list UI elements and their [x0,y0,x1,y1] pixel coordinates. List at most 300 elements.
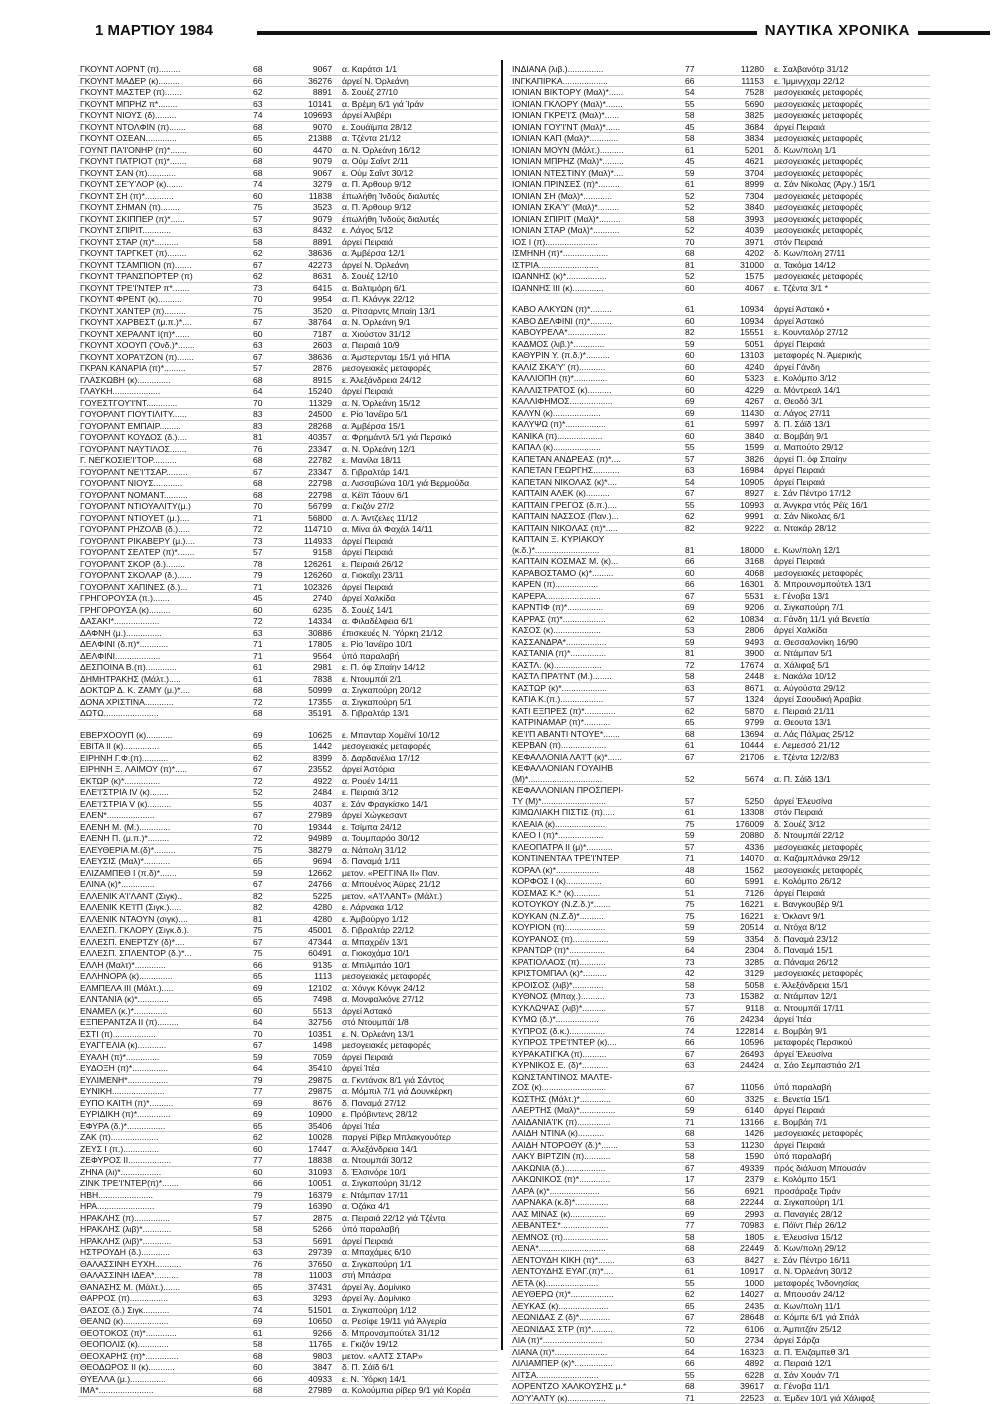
ship-name: ΕΛΛΕΝΙΚ ΚΕ'Ι'Π (Σιγκ.)..... [80,902,250,913]
ship-position: έπωλήθη Ίνδούς διαλυτές [342,214,502,225]
ship-name: ΛΑΣ ΜΙΝΑΣ (κ)............... [512,1209,682,1220]
ship-name: ΕΥΔΟΞΗ (π)*............... [80,1063,250,1074]
build-year: 77 [685,1220,703,1231]
ship-position: ε. Ούμ Σαΐντ 30/12 [342,168,502,179]
build-year: 52 [253,787,271,798]
ship-position: α. Λισσαβώνα 10/1 γιά Βερμούδα [342,478,502,489]
ship-name: ΖΑΚ (π).................... [80,1132,250,1143]
build-year: 73 [253,283,271,294]
build-year: 63 [685,1060,703,1071]
build-year: 70 [253,501,271,512]
ship-position: δ. Ντουμπάϊ 22/12 [774,830,934,841]
tonnage: 1562 [710,865,764,876]
ship-name: ΓΚΟΥΝΤ ΜΠΡΗΖ π*........ [80,99,250,110]
ship-row [78,455,498,467]
ship-row [78,994,498,1006]
ship-position: α. Ν. Όρλεάνη 15/12 [342,398,502,409]
ship-list-right-column [510,64,930,1404]
tonnage: 4240 [710,362,764,373]
tonnage: 114710 [278,524,332,535]
ship-name: ΚΑΠΤΑΙΝ ΝΙΚΟΛΑΣ (π)*..... [512,523,682,534]
ship-name: ΛΕΝΤΟΥΔΗΣ ΕΥΑΓ.(π)*.... [512,1266,682,1277]
build-year: 79 [253,570,271,581]
tonnage: 1113 [278,971,332,982]
tonnage: 176009 [710,819,764,830]
tonnage: 9694 [278,856,332,867]
ship-position: άργεί Πειραιά [342,1052,502,1063]
ship-row [78,1201,498,1213]
ship-row [510,488,930,500]
ship-position: δ. Κων/πολη 29/12 [774,1243,934,1254]
ship-position: α. Πειραιά 22/12 γιά Τζέντα [342,1213,502,1224]
ship-name: ΚΑΛΙΖ ΣΚΑ'Υ' (π)........... [512,362,682,373]
ship-row [78,1029,498,1041]
build-year: 52 [685,202,703,213]
tonnage: 3684 [710,122,764,133]
ship-row [510,1072,930,1094]
ship-position: άργεί Άστακό [774,316,934,327]
tonnage: 1805 [710,1232,764,1243]
ship-position: ε. Ρίο Ίανέϊρο 5/1 [342,409,502,420]
ship-position: α. Σιγκαπούρη 1/12 [342,1305,502,1316]
ship-position: α. Κέϊπ Τάουν 6/1 [342,490,502,501]
ship-name: ΔΟΝΑ ΧΡΙΣΤΙΝΑ............ [80,697,250,708]
tonnage: 10141 [278,99,332,110]
ship-name: ΗΡΑΚΛΗΣ (λιβ)*............ [80,1224,250,1235]
ship-name: ΕΥΝΙΚΗ...................... [80,1086,250,1097]
ship-list-left-column [78,64,498,1397]
ship-name: ΗΡΑΚΛΗΣ (λιβ)*............ [80,1236,250,1247]
ship-name: ΚΑΘΥΡΙΝ Υ. (π.δ.)*.......... [512,350,682,361]
build-year: 60 [253,1006,271,1017]
ship-name: ΙΟΝΙΑΝ ΚΑΠ (Μαλ)*............ [512,133,682,144]
ship-position: α. Ντακάρ 28/12 [774,523,934,534]
ship-row [510,373,930,385]
ship-row [510,327,930,339]
tonnage: 23347 [278,444,332,455]
build-year: 51 [685,888,703,899]
build-year: 63 [253,1247,271,1258]
ship-position: ε. Πειραιά 3/12 [342,787,502,798]
ship-row [78,398,498,410]
build-year: 79 [253,1201,271,1212]
ship-name: ΚΑΠΕΤΑΝ ΑΝΔΡΕΑΣ (π)*.... [512,454,682,465]
ship-name: ΓΟΥΟΡΛΝΤ ΣΕΛΤΕΡ (π)*....... [80,547,250,558]
build-year: 77 [253,1086,271,1097]
ship-position: άργεί Πειραιά [774,477,934,488]
ship-name: ΛΙΑΝΑ (π)*...................... [512,1347,682,1358]
ship-position: α. Πειραιά 10/9 [342,340,502,351]
ship-position: άργεί Χαλκίδα [774,625,934,636]
build-year: 60 [685,431,703,442]
ship-position: μεσογειακές μεταφορές [774,110,934,121]
ship-position: α. Σιγκαπούρη 5/1 [342,697,502,708]
ship-row [78,685,498,697]
ship-position: ύπό παραλαβή [342,651,502,662]
ship-position: άργεί Πειραιά [774,465,934,476]
ship-name: ΕΛΛΕΣΠ. ΣΠΛΕΝΤΟΡ (δ.)*... [80,948,250,959]
tonnage: 16984 [710,465,764,476]
ship-name: ΓΚΟΥΝΤ ΦΡΕΝΤ (κ).......... [80,294,250,305]
ship-position: παργεί Ρίβερ Μπλακγουότερ [342,1132,502,1143]
ship-position: α. Ντάμπαν 5/1 [774,648,934,659]
build-year: 58 [685,214,703,225]
ship-name: ΚΛΕΑΙΑ (κ)..................... [512,819,682,830]
ship-name: ΛΙΑ (π)*......................... [512,1335,682,1346]
build-year: 60 [685,385,703,396]
ship-position: α. Γένοβα 11/1 [774,1381,934,1392]
tonnage: 30886 [278,628,332,639]
tonnage: 5870 [710,706,764,717]
ship-position: α. Άμπιτζάν 25/12 [774,1324,934,1335]
ship-position: ε. Ίμμινγχαμ 22/12 [774,76,934,87]
ship-position: α. Μπιλμπάο 10/1 [342,960,502,971]
ship-row [78,1339,498,1351]
ship-position: άργεί Ίτέα [774,1014,934,1025]
build-year: 57 [253,214,271,225]
ship-row [78,490,498,502]
ship-name: ΔΗΜΗΤΡΑΚΗΣ (Μάλτ.)..... [80,674,250,685]
ship-name: ΓΟΥΟΡΛΝΤ ΝΙΟΥΣ............ [80,478,250,489]
ship-row [78,432,498,444]
ship-name: ΚΑΠΕΤΑΝ ΓΕΩΡΓΗΣ........... [512,465,682,476]
ship-position: α. Σιγκαπούρη 1/1 [774,1197,934,1208]
ship-row [510,568,930,580]
ship-row [78,1144,498,1156]
tonnage: 16323 [710,1347,764,1358]
ship-row [510,133,930,145]
build-year: 67 [253,810,271,821]
build-year: 65 [253,1121,271,1132]
ship-position: α. Μπαχάμες 6/10 [342,1247,502,1258]
build-year: 61 [685,304,703,315]
tonnage: 4202 [710,248,764,259]
ship-row [78,1293,498,1305]
build-year: 52 [685,191,703,202]
build-year: 73 [685,991,703,1002]
tonnage: 1442 [278,741,332,752]
tonnage: 10625 [278,730,332,741]
tonnage: 13166 [710,1117,764,1128]
ship-name: ΓΚΟΥΝΤ ΣΗ (π)*............ [80,191,250,202]
tonnage: 10900 [278,1109,332,1120]
ship-row [510,156,930,168]
ship-position: α. Χόνγκ Κόνγκ 24/12 [342,983,502,994]
tonnage: 15382 [710,991,764,1002]
tonnage: 9954 [278,294,332,305]
build-year: 72 [253,776,271,787]
ship-name: ΚΑΡΝΤΙΦ (π)*............... [512,602,682,613]
ship-position: άργεί Γάνδη [774,362,934,373]
tonnage: 47344 [278,937,332,948]
ship-position: μεσογειακές μεταφορές [774,156,934,167]
build-year: 66 [685,76,703,87]
build-year: 60 [685,350,703,361]
ship-name: ΛΑΚΩΝΙΚΟΣ (π)*............. [512,1174,682,1185]
ship-position: α. Παναγιές 28/12 [774,1209,934,1220]
ship-position: α. Μονφαλκόνε 27/12 [342,994,502,1005]
ship-position: α. Σιγκαπούρη 20/12 [342,685,502,696]
build-year: 57 [253,363,271,374]
ship-row [78,753,498,765]
tonnage: 6415 [278,283,332,294]
ship-name: ΓΚΡΑΝ ΚΑΝΑΡΙΑ (π)*......... [80,363,250,374]
ship-name: ΙΟΝΙΑΝ ΝΤΕΣΤΙΝΥ (Μαλ)*.... [512,168,682,179]
tonnage: 17805 [278,639,332,650]
ship-position: α. Νάπολη 31/12 [342,845,502,856]
ship-row [510,922,930,934]
ship-row [510,1312,930,1324]
tonnage: 4470 [278,145,332,156]
ship-position: ε. Λάγος 5/12 [342,225,502,236]
build-year: 68 [685,1197,703,1208]
build-year: 61 [685,179,703,190]
build-year: 69 [685,1209,703,1220]
ship-name: ΕΛΕ'Ι'ΣΤΡΙΑ IV (κ)........ [80,787,250,798]
ship-name: ΛΕΒΑΝΤΕΣ*.................... [512,1220,682,1231]
ship-row [78,145,498,157]
ship-row [78,1052,498,1064]
ship-name: ΕΥΡΙΔΙΚΗ (π)*.............. [80,1109,250,1120]
build-year: 55 [253,799,271,810]
tonnage: 1498 [278,1040,332,1051]
build-year: 81 [685,648,703,659]
ship-row [78,225,498,237]
tonnage: 10834 [710,614,764,625]
tonnage: 1575 [710,271,764,282]
ship-row [510,830,930,842]
ship-name: ΘΕΟΔΩΡΟΣ ΙΙ (κ)........... [80,1362,250,1373]
ship-name: ΕΒΙΤΑ II (κ)............... [80,741,250,752]
ship-name: ΓΚΟΥΝΤ ΟΣΕΑΝ............. [80,133,250,144]
tonnage: 9799 [710,717,764,728]
tonnage: 16379 [278,1190,332,1201]
ship-row [510,1151,930,1163]
build-year: 67 [685,1163,703,1174]
tonnage: 12662 [278,868,332,879]
tonnage: 49339 [710,1163,764,1174]
ship-row [78,822,498,834]
ship-name: ΓΚΟΥΝΤ ΤΡΕ'Ι'ΝΤΕΡ π*....... [80,283,250,294]
page-header [95,20,990,52]
ship-position: άργεί Πειραιά [342,1236,502,1247]
ship-row [78,1316,498,1328]
ship-name: ΖΕΦΥΡΟΣ ΙΙ.................. [80,1155,250,1166]
ship-position: ε. Πόϊντ Πιέρ 26/12 [774,1220,934,1231]
tonnage: 11280 [710,64,764,75]
ship-position: στό Ντουμπάϊ 1/8 [342,1017,502,1028]
ship-row [510,683,930,695]
ship-row [78,1362,498,1374]
ship-position: δ. Έλσινόρε 10/1 [342,1167,502,1178]
ship-row [78,1132,498,1144]
build-year: 58 [685,133,703,144]
build-year: 59 [253,868,271,879]
build-year: 63 [253,225,271,236]
build-year: 58 [685,671,703,682]
build-year: 70 [685,237,703,248]
ship-row [510,1370,930,1382]
ship-row [78,1282,498,1294]
tonnage: 24500 [278,409,332,420]
tonnage: 22782 [278,455,332,466]
tonnage: 9222 [710,523,764,534]
build-year: 72 [253,616,271,627]
ship-name: ΚΛΕΟΠΑΤΡΑ ΙΙ (μ)*........... [512,842,682,853]
build-year: 62 [253,87,271,98]
ship-row [78,616,498,628]
ship-name: ΓΚΟΥΝΤ ΣΑΝ (π)............ [80,168,250,179]
ship-position: α. Κόμπε 6/1 γιά Σπάλ [774,1312,934,1323]
build-year: 61 [685,1266,703,1277]
ship-position: α. Μπουσάν 24/12 [774,1289,934,1300]
tonnage: 11230 [710,1140,764,1151]
ship-name: ΕΛΕΝΗ Π. (μ.π.)*......... [80,833,250,844]
build-year: 68 [685,1381,703,1392]
tonnage: 2806 [710,625,764,636]
ship-position: α. Ν. Όρλεάνη 16/12 [342,145,502,156]
tonnage: 31093 [278,1167,332,1178]
tonnage: 18000 [710,545,764,556]
tonnage: 4280 [278,902,332,913]
ship-name: ΙΝΔΙΑΝΑ (λιβ.)............... [512,64,682,75]
build-year: 71 [685,853,703,864]
build-year: 60 [685,316,703,327]
ship-position: α. Π. Σάϊδ 13/1 [774,774,934,785]
ship-name: ΕΙΡΗΝΗ Ξ. ΛΑΙΜΟΥ (π)*..... [80,764,250,775]
ship-row [510,168,930,180]
tonnage: 114933 [278,536,332,547]
tonnage: 1590 [710,1151,764,1162]
build-year: 58 [685,110,703,121]
build-year: 55 [685,442,703,453]
tonnage: 2876 [278,363,332,374]
tonnage: 39617 [710,1381,764,1392]
tonnage: 20514 [710,922,764,933]
ship-row [510,637,930,649]
ship-position: α. Ρουέν 14/11 [342,776,502,787]
tonnage: 9079 [278,156,332,167]
ship-position: δ. Παναμά 15/1 [774,945,934,956]
build-year: 58 [685,1232,703,1243]
tonnage: 8927 [710,488,764,499]
ship-name: ΚΑΛΛΙΣΤΡΑΤΟΣ (κ).......... [512,385,682,396]
ship-row [78,674,498,686]
ship-position: α. Ούμ Σαΐντ 2/11 [342,156,502,167]
ship-position: ε. Βενετία 15/1 [774,1094,934,1105]
tonnage: 4229 [710,385,764,396]
ship-row [78,237,498,249]
tonnage: 2875 [278,1213,332,1224]
build-year: 67 [685,1312,703,1323]
ship-name: ΓΟΥΟΡΛΝΤ ΧΑΠΙΝΕΣ (δ.)... [80,582,250,593]
tonnage: 3285 [710,957,764,968]
build-year: 53 [685,625,703,636]
tonnage: 6921 [710,1186,764,1197]
ship-position: μετον. «ΑΛΤΣ ΣΤΑΡ» [342,1351,502,1362]
ship-position: ύπό παραλαβή [342,1224,502,1235]
ship-name: ΖΕΥΣ Ι (π.)............... [80,1144,250,1155]
ship-name: ΓΚΟΥΝΤ ΛΟΡΝΤ (π)......... [80,64,250,75]
ship-name: ΚΑΒΟ ΑΛΚΥΩΝ (π)*......... [512,304,682,315]
header-rule-right [918,31,990,35]
ship-name: ΔΟΚΤΩΡ Δ. Κ. ΖΑΜΥ (μ.)*.... [80,685,250,696]
ship-position: δ. Σουέζ 12/10 [342,271,502,282]
ship-position: άργεί Πειραιά [342,536,502,547]
tonnage: 11838 [278,191,332,202]
ship-row [510,694,930,706]
section-gap [78,720,498,730]
build-year: 63 [253,1293,271,1304]
ship-row [510,899,930,911]
ship-position: ε. Έλευσίνα 15/12 [774,1232,934,1243]
build-year: 76 [253,1259,271,1270]
ship-position: α. Π. Άρθουρ 9/12 [342,179,502,190]
ship-row [78,271,498,283]
build-year: 81 [253,432,271,443]
build-year: 82 [253,902,271,913]
ship-name: ΛΑΡΝΑΚΑ (κ.δ)*.............. [512,1197,682,1208]
ship-row [78,306,498,318]
tonnage: 35410 [278,1063,332,1074]
build-year: 68 [253,455,271,466]
ship-row [78,99,498,111]
ship-position: α. Πειραιά 12/1 [774,1358,934,1369]
ship-name: ΚΕ'Ι'Π ΑΒΑΝΤΙ ΝΤΟΥΕ*....... [512,729,682,740]
ship-row [510,614,930,626]
build-year: 57 [685,1003,703,1014]
ship-position: άργεί Π. όφ Σπαίην [774,454,934,465]
ship-row [510,729,930,741]
ship-row [78,1247,498,1259]
build-year: 64 [685,1347,703,1358]
ship-position: δ. Σουέζ 27/10 [342,87,502,98]
build-year: 54 [685,87,703,98]
build-year: 65 [253,994,271,1005]
ship-row [510,64,930,76]
build-year: 55 [685,1370,703,1381]
ship-name: ΚΟΤΟΥΚΟΥ (Ν.Ζ.δ.)*....... [512,899,682,910]
ship-row [78,1305,498,1317]
ship-row [510,842,930,854]
ship-name: ΓΟΥΕΣΤΓΟΥ'Ι'ΝΤ............. [80,398,250,409]
ship-row [78,421,498,433]
ship-row [510,1128,930,1140]
ship-name: ΔΑΣΑΚΙ*................... [80,616,250,627]
ship-name: ΚΑΣΤΛ. (κ).................... [512,660,682,671]
ship-name: ΛΑΙΔΗ ΝΤΟΡΟΘΥ (δ.)*....... [512,1140,682,1151]
ship-name: ΕΛΛΕΝΙΚ Α'Ι'ΛΑΝΤ (Σιγκ).. [80,891,250,902]
build-year: 68 [685,1128,703,1139]
ship-row [510,991,930,1003]
ship-row [510,442,930,454]
tonnage: 28648 [710,1312,764,1323]
build-year: 68 [685,1243,703,1254]
tonnage: 29875 [278,1086,332,1097]
tonnage: 16301 [710,579,764,590]
ship-row [78,1328,498,1340]
tonnage: 7126 [710,888,764,899]
build-year: 59 [685,1105,703,1116]
tonnage: 10028 [278,1132,332,1143]
ship-name: ΚΑΠΕΤΑΝ ΝΙΚΟΛΑΣ (κ)*.... [512,477,682,488]
ship-position: άργεί Ίτέα [342,1063,502,1074]
tonnage: 126260 [278,570,332,581]
ship-row [78,570,498,582]
ship-name: ΚΟΡΦΟΣ Ι (κ)............... [512,876,682,887]
ship-position: άργεί Πειραιά [774,1105,934,1116]
ship-row [510,1243,930,1255]
